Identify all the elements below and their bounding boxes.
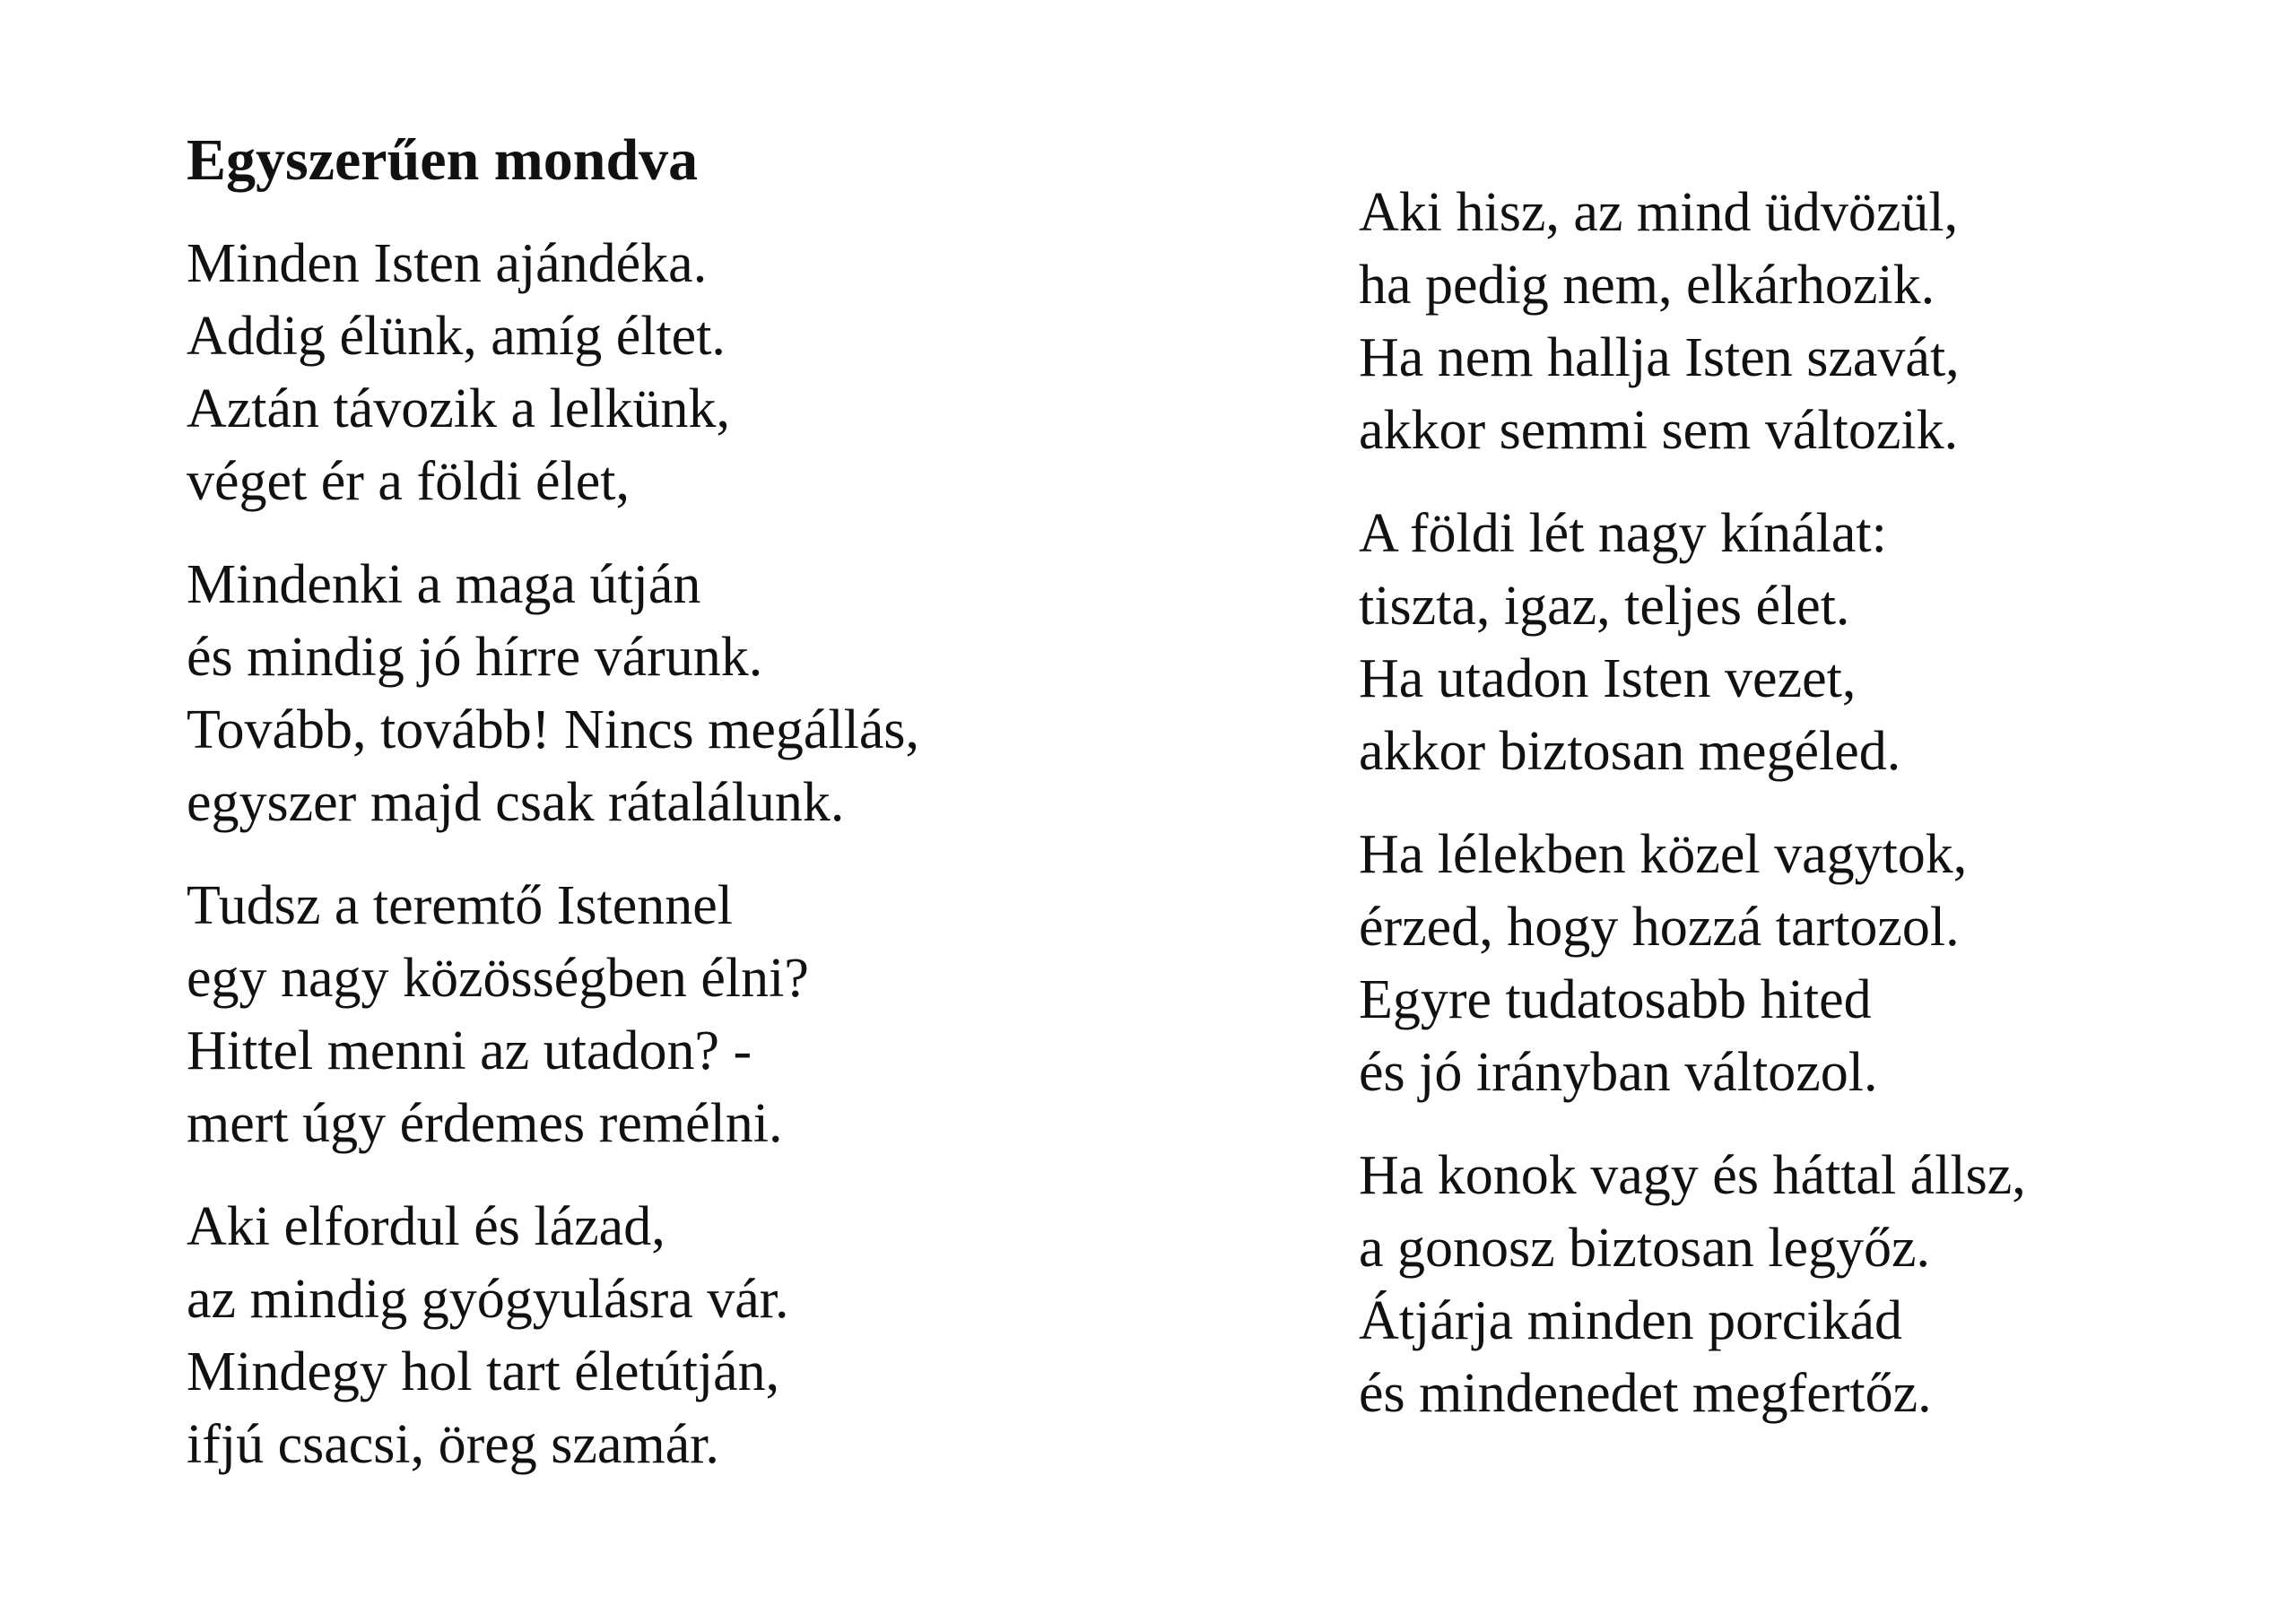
poem-line: és jó irányban változol. bbox=[1359, 1042, 1878, 1103]
poem-line: Minden Isten ajándéka. bbox=[187, 233, 708, 294]
poem-line: Egyre tudatosabb hited bbox=[1359, 969, 1872, 1030]
poem-line: Aki hisz, az mind üdvözül, bbox=[1359, 182, 1959, 243]
poem-line: A földi lét nagy kínálat: bbox=[1359, 503, 1887, 564]
poem-line: az mindig gyógyulásra vár. bbox=[187, 1269, 789, 1330]
poem-line: mert úgy érdemes remélni. bbox=[187, 1093, 783, 1154]
poem-line: Átjárja minden porcikád bbox=[1359, 1290, 1903, 1351]
poem-line: ha pedig nem, elkárhozik. bbox=[1359, 255, 1935, 316]
left-column bbox=[187, 124, 1173, 1512]
poem-line: egyszer majd csak rátalálunk. bbox=[187, 772, 845, 833]
poem-line: egy nagy közösségben élni? bbox=[187, 948, 809, 1009]
poem-line: Mindegy hol tart életútján, bbox=[187, 1341, 780, 1402]
poem-line: Hittel menni az utadon? - bbox=[187, 1020, 752, 1081]
poem-line: Ha konok vagy és háttal állsz, bbox=[1359, 1145, 2026, 1206]
stanza-2 bbox=[187, 549, 1173, 839]
poem-line: Mindenki a maga útján bbox=[187, 554, 701, 615]
poem-line: Tovább, tovább! Nincs megállás, bbox=[187, 699, 919, 760]
stanza-4 bbox=[187, 1191, 1173, 1481]
poem-line: a gonosz biztosan legyőz. bbox=[1359, 1218, 1931, 1279]
poem-line: ifjú csacsi, öreg szamár. bbox=[187, 1414, 719, 1475]
poem-line: Ha lélekben közel vagytok, bbox=[1359, 824, 1968, 885]
poem-line: akkor semmi sem változik. bbox=[1359, 400, 1959, 461]
poem-line: és mindenedet megfertőz. bbox=[1359, 1363, 1932, 1424]
stanza-6 bbox=[1359, 498, 2296, 788]
stanza-5 bbox=[1359, 177, 2296, 467]
poem-line: Aki elfordul és lázad, bbox=[187, 1196, 665, 1257]
poem-line: Ha utadon Isten vezet, bbox=[1359, 648, 1857, 709]
stanza-1 bbox=[187, 228, 1173, 518]
poem-line: Tudsz a teremtő Istennel bbox=[187, 875, 733, 936]
poem-line: Ha nem hallja Isten szavát, bbox=[1359, 327, 1960, 388]
right-column bbox=[1359, 177, 2296, 1461]
stanza-3 bbox=[187, 870, 1173, 1160]
poem-title: Egyszerűen mondva bbox=[187, 127, 699, 193]
poem-line: tiszta, igaz, teljes élet. bbox=[1359, 576, 1850, 637]
poem-line: érzed, hogy hozzá tartozol. bbox=[1359, 897, 1960, 958]
stanza-7 bbox=[1359, 819, 2296, 1109]
stanza-8 bbox=[1359, 1140, 2296, 1430]
poem-line: Aztán távozik a lelkünk, bbox=[187, 378, 731, 439]
poem-line: Addig élünk, amíg éltet. bbox=[187, 306, 726, 367]
poem-line: véget ér a földi élet, bbox=[187, 451, 631, 512]
poem-line: és mindig jó hírre várunk. bbox=[187, 627, 763, 688]
poem-line: akkor biztosan megéled. bbox=[1359, 721, 1901, 782]
